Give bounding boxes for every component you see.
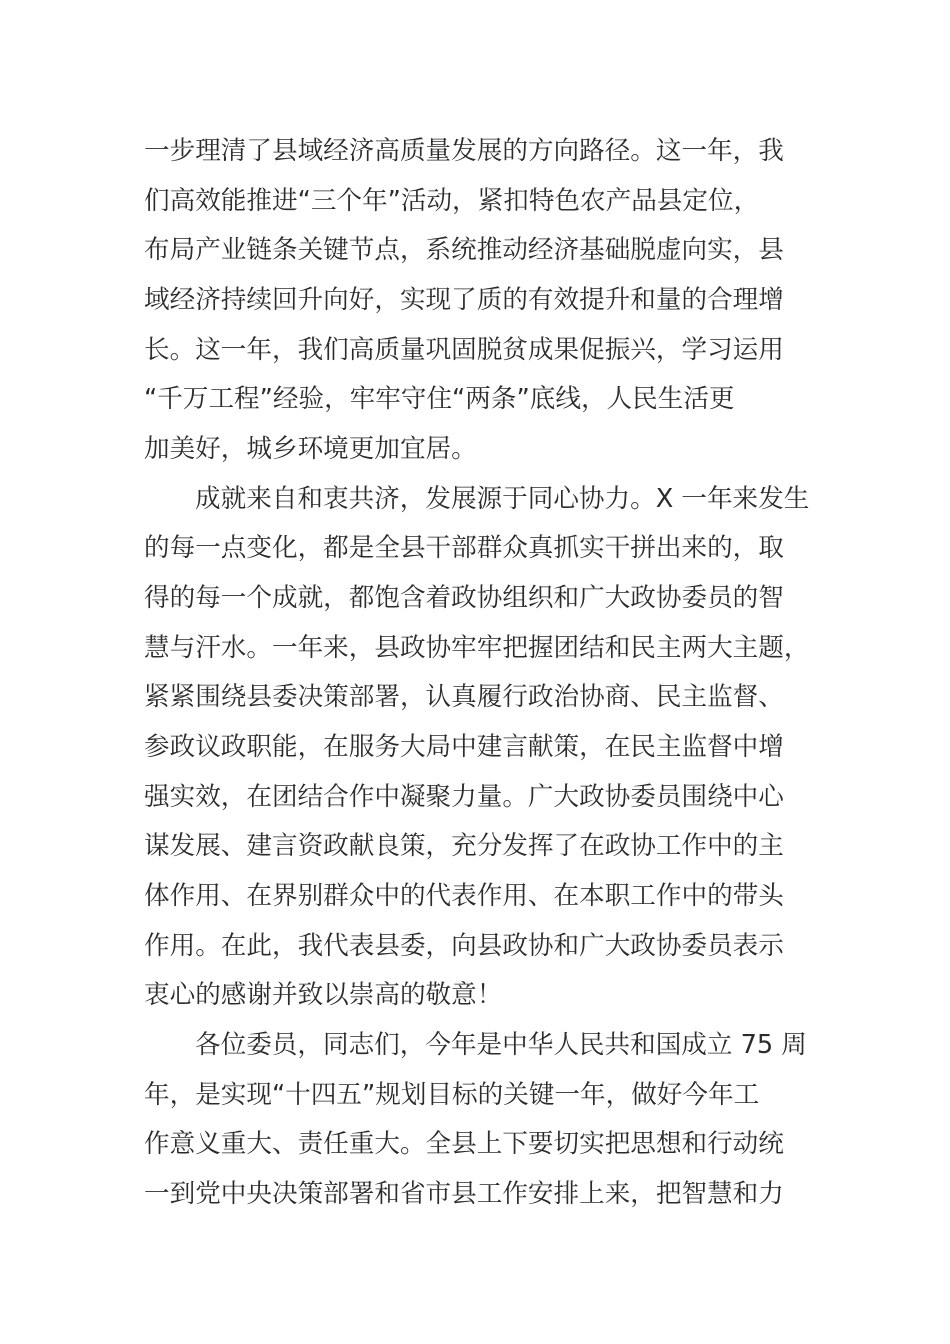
paragraph-1-line-7: 加美好，城乡环境更加宜居。 — [144, 434, 477, 464]
paragraph-2-line-11: 衷心的感谢并致以崇高的敬意！ — [144, 980, 503, 1010]
paragraph-2-line-5: 紧紧围绕县委决策部署，认真履行政治协商、民主监督、 — [144, 682, 784, 712]
paragraph-2-line-7: 强实效，在团结合作中凝聚力量。广大政协委员围绕中心 — [144, 782, 784, 812]
paragraph-2-line-9: 体作用、在界别群众中的代表作用、在本职工作中的带头 — [144, 881, 784, 911]
paragraph-3-line-4: 一到党中央决策部署和省市县工作安排上来，把智慧和力 — [144, 1179, 784, 1209]
paragraph-2-line-2: 的每一点变化，都是全县干部群众真抓实干拼出来的，取 — [144, 533, 784, 563]
paragraph-1-line-3: 布局产业链条关键节点，系统推动经济基础脱虚向实，县 — [144, 235, 784, 265]
paragraph-2-line-10: 作用。在此，我代表县委，向县政协和广大政协委员表示 — [144, 931, 784, 961]
paragraph-1-line-6: “千万工程”经验，牢牢守住“两条”底线，人民生活更 — [144, 384, 735, 414]
paragraph-1-line-1: 一步理清了县域经济高质量发展的方向路径。这一年，我 — [144, 136, 784, 166]
paragraph-2-line-1: 成就来自和衷共济，发展源于同心协力。X 一年来发生 — [195, 484, 810, 514]
paragraph-1-line-5: 长。这一年，我们高质量巩固脱贫成果促振兴，学习运用 — [144, 335, 784, 365]
paragraph-1-line-4: 域经济持续回升向好，实现了质的有效提升和量的合理增 — [144, 285, 784, 315]
paragraph-2-line-6: 参政议政职能，在服务大局中建言献策，在民主监督中增 — [144, 732, 784, 762]
paragraph-2-line-8: 谋发展、建言资政献良策，充分发挥了在政协工作中的主 — [144, 831, 784, 861]
paragraph-2-line-3: 得的每一个成就，都饱含着政协组织和广大政协委员的智 — [144, 583, 784, 613]
paragraph-3-line-2: 年，是实现“十四五”规划目标的关键一年，做好今年工 — [144, 1080, 760, 1110]
paragraph-3-line-3: 作意义重大、责任重大。全县上下要切实把思想和行动统 — [144, 1129, 784, 1159]
paragraph-1-line-2: 们高效能推进“三个年”活动，紧扣特色农产品县定位， — [144, 186, 760, 216]
paragraph-3-line-1: 各位委员，同志们，今年是中华人民共和国成立 75 周 — [195, 1030, 807, 1060]
paragraph-2-line-4: 慧与汗水。一年来，县政协牢牢把握团结和民主两大主题， — [144, 633, 810, 663]
